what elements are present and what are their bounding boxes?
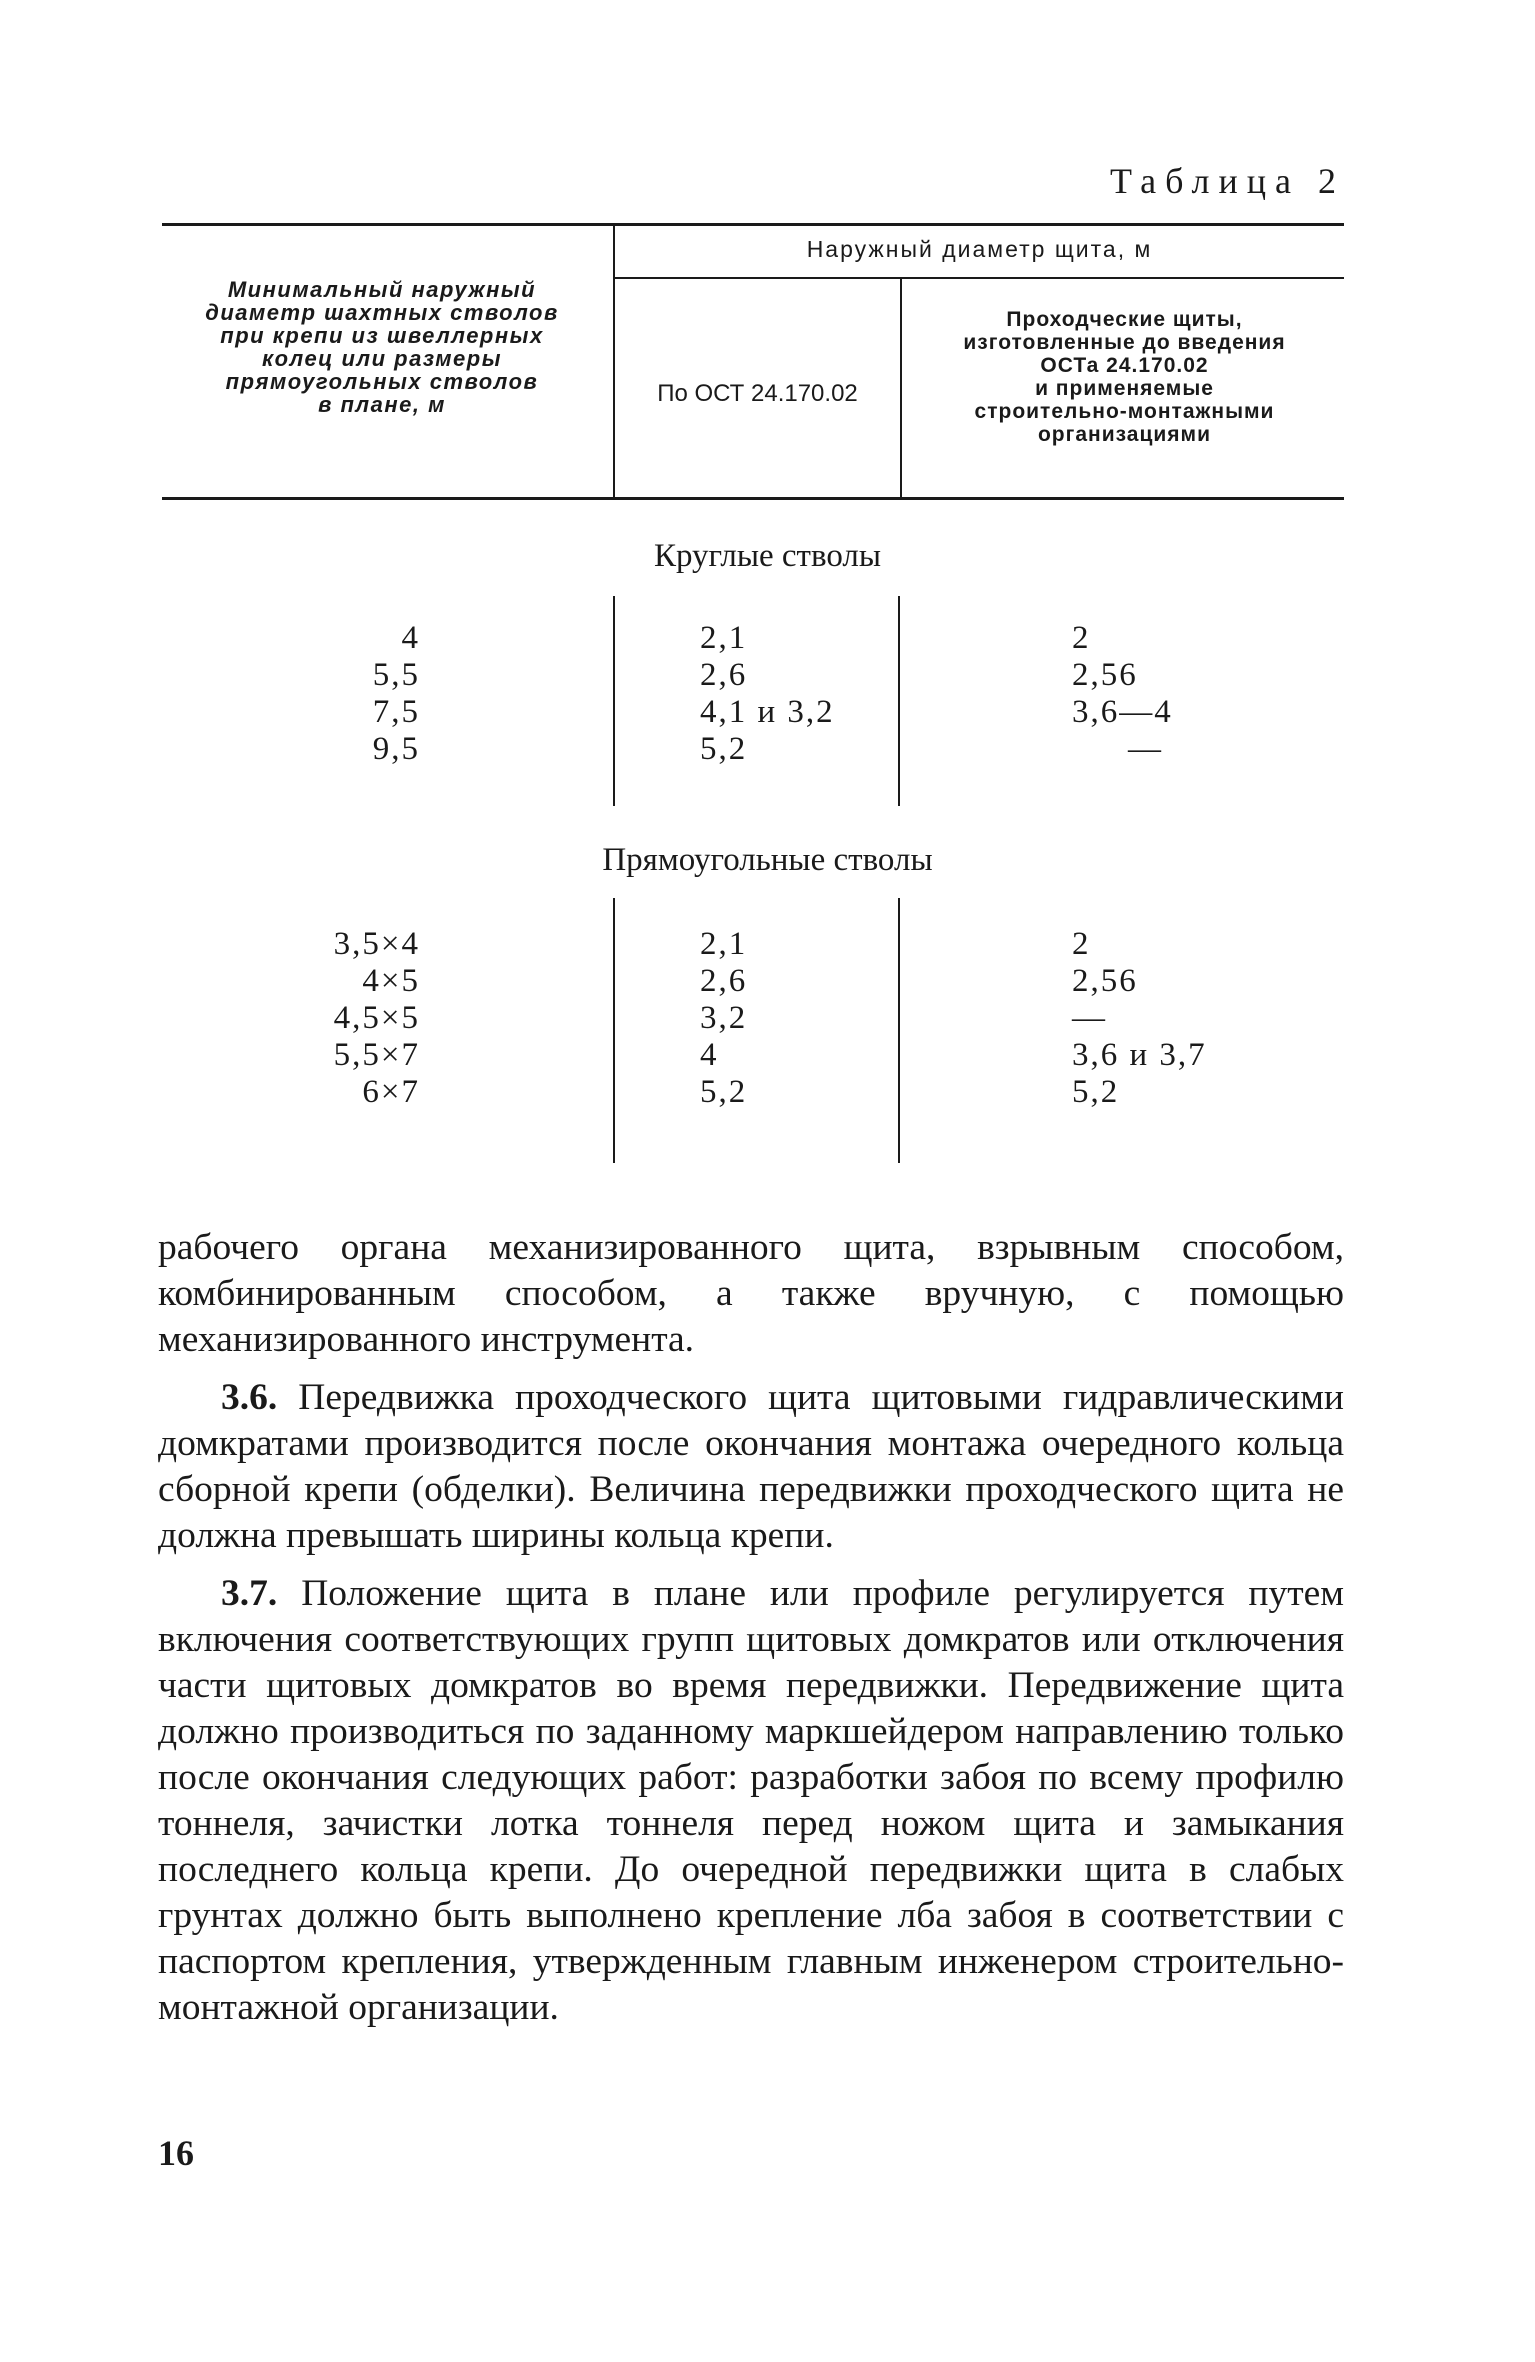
table-header-bottom-rule xyxy=(162,497,1344,500)
table-cell: 4,5×5 xyxy=(333,1000,420,1036)
header-left-cell xyxy=(162,278,602,416)
section-title-rectangular: Прямоугольные стволы xyxy=(602,842,933,878)
section-number: 3.7. xyxy=(221,1573,278,1614)
header-right-line: изготовленные до введения xyxy=(963,331,1286,354)
table-cell: 4,1 и 3,2 xyxy=(700,694,835,730)
round-other-column xyxy=(1072,620,1332,768)
header-right-cell xyxy=(905,308,1344,446)
paragraph-3-7 xyxy=(158,1571,1344,2031)
rect-ost-column xyxy=(700,926,900,1111)
table-group-rule xyxy=(615,277,1344,279)
table-cell: 7,5 xyxy=(372,694,420,730)
table-cell: 2,56 xyxy=(1072,657,1138,693)
table-cell: 4 xyxy=(401,620,420,656)
table-cell: 2 xyxy=(1072,926,1091,962)
section-title-round: Круглые стволы xyxy=(653,538,882,574)
header-divider-left xyxy=(613,225,615,497)
rect-other-column xyxy=(1072,926,1332,1111)
table-top-rule xyxy=(162,223,1344,226)
table-cell: 2,1 xyxy=(700,926,748,962)
table-cell: 3,2 xyxy=(700,1000,748,1036)
round-shaft-column xyxy=(250,620,420,768)
table-cell: 2,56 xyxy=(1072,963,1138,999)
paragraph-text: Положение щита в плане или профиле регулируется путем включения соответствующих групп щитовых домкратов или отключения части щитовых домкратов во время передвижки. Передвижение щита должно производиться по заданному маркшейдером направлению только после окончания следующих работ: разработки забоя по всему профилю тоннеля, зачистки лотка тоннеля перед ножом щита и замыкания последнего кольца крепи. До очередной передвижки щита в слабых грунтах должно быть выполнено крепление лба забоя в соответствии с паспортом крепления, утвержденным главным инженером строительно-монтажной организации. xyxy=(158,1573,1344,2028)
header-right-line: организациями xyxy=(1037,423,1212,446)
table-cell: 5,2 xyxy=(700,1074,748,1110)
table-cell: — xyxy=(1072,1000,1107,1036)
header-right-line: Проходческие щиты, xyxy=(1006,308,1243,331)
header-left-line: прямоугольных стволов xyxy=(225,369,539,394)
table-cell: 4 xyxy=(700,1037,719,1073)
body-divider-left xyxy=(613,898,615,1163)
header-right-line: строительно-монтажными xyxy=(974,400,1275,423)
table-cell: 5,2 xyxy=(1072,1074,1120,1110)
header-left-line: в плане, м xyxy=(318,392,446,417)
header-ost-cell: По ОСТ 24.170.02 xyxy=(657,380,858,407)
header-right-line: ОСТа 24.170.02 xyxy=(1040,354,1209,377)
table-cell: 9,5 xyxy=(372,731,420,767)
table-cell: 5,2 xyxy=(700,731,748,767)
table-cell: 3,6—4 xyxy=(1072,694,1173,730)
table-cell: — xyxy=(1128,731,1163,767)
table-cell: 3,5×4 xyxy=(333,926,420,962)
header-left-line: диаметр шахтных стволов xyxy=(205,300,559,325)
header-left-line: колец или размеры xyxy=(261,346,503,371)
header-left-line: Минимальный наружный xyxy=(227,277,537,302)
body-divider-left xyxy=(613,596,615,806)
table-cell: 2,1 xyxy=(700,620,748,656)
page-number: 16 xyxy=(158,2133,194,2173)
table-cell: 2 xyxy=(1072,620,1091,656)
paragraph-3-6 xyxy=(158,1375,1344,1559)
header-group-label: Наружный диаметр щита, м xyxy=(806,236,1153,262)
body-text xyxy=(158,1225,1344,2031)
header-divider-right xyxy=(900,279,902,497)
header-left-line: при крепи из швеллерных xyxy=(220,323,544,348)
round-ost-column xyxy=(700,620,900,768)
table-caption: Таблица 2 xyxy=(1110,161,1345,201)
paragraph-text: Передвижка проходческого щита щитовыми гидравлическими домкратами производится после окончания монтажа очередного кольца сборной крепи (обделки). Величина передвижки проходческого щита не должна превышать ширины кольца крепи. xyxy=(158,1377,1345,1556)
rect-shaft-column xyxy=(250,926,420,1111)
table-cell: 2,6 xyxy=(700,963,748,999)
table-cell: 2,6 xyxy=(700,657,748,693)
table-cell: 3,6 и 3,7 xyxy=(1072,1037,1207,1073)
table-cell: 6×7 xyxy=(362,1074,420,1110)
section-number: 3.6. xyxy=(221,1377,278,1418)
paragraph-continuation: рабочего органа механизированного щита, взрывным способом, комбинированным способом, а также вручную, с помощью механизированного инструмента. xyxy=(158,1227,1344,1360)
table-cell: 5,5 xyxy=(372,657,420,693)
table-cell: 5,5×7 xyxy=(333,1037,420,1073)
table-cell: 4×5 xyxy=(362,963,420,999)
header-right-line: и применяемые xyxy=(1035,377,1214,400)
